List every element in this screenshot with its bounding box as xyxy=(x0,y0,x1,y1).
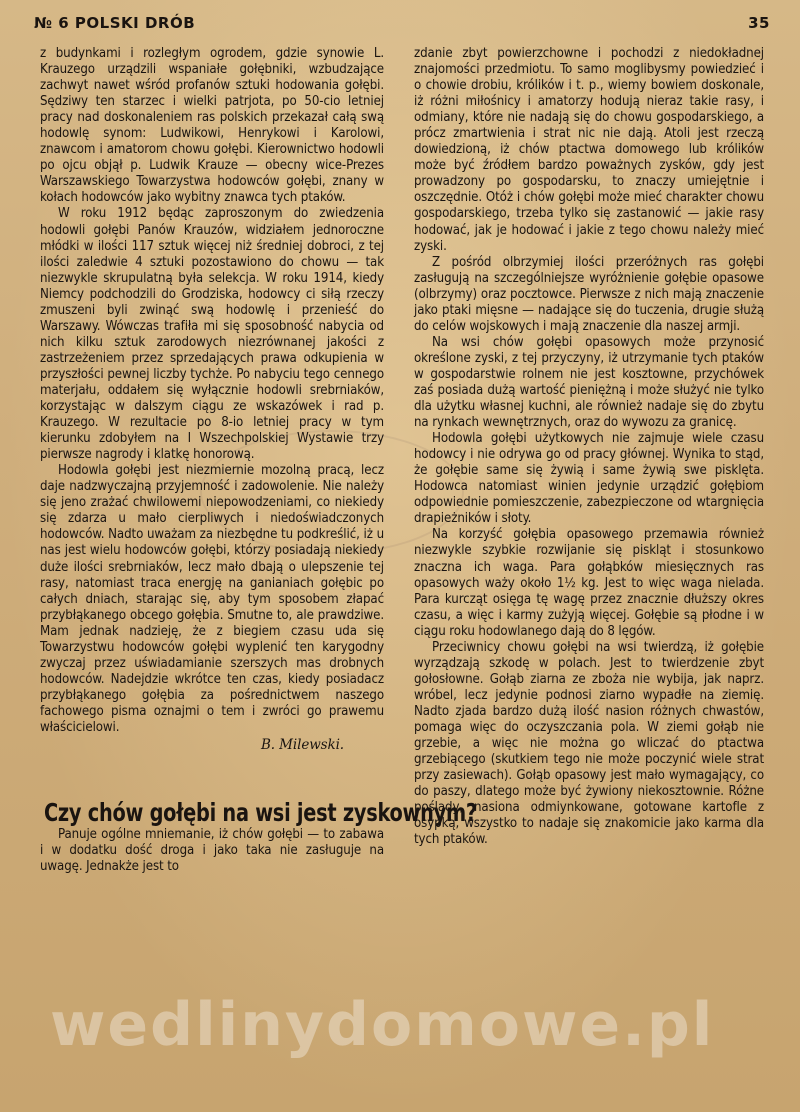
paragraph: z budynkami i rozległym ogrodem, gdzie synowie L. Krauzego urządzili wspaniałe gołębniki, wzbudzające zachwyt nawet wśród profanów sztuki hodowania gołębi. Sędziwy ten starzec i wielki patrjota, po 50-cio letniej pracy nad doskonaleniem ras polskich przekazał całą swą hodowlę synom: Ludwikowi, Henrykowi i Karolowi, znawcom i amatorom chowu gołębi. Kierownictwo hodowli po ojcu objął p. Ludwik Krauze — obecny wice-Prezes Warszawskiego Towarzystwa hodowców gołębi, znany w kołach hodowców jako wybitny znawca tych ptaków. xyxy=(40,46,384,206)
page-number: 35 xyxy=(748,14,770,32)
left-column xyxy=(40,46,477,875)
right-column xyxy=(414,46,764,848)
paragraph: Hodowla gołębi jest niezmiernie mozolną pracą, lecz daje nadzwyczajną przyjemność i zadowolenie. Nie należy się jeno zrażać chwilowemi niepowodzeniami, co niekiedy się zdarza u mało cierpliwych i niedoświadczonych hodowców. Nadto uważam za niezbędne tu podkreślić, iż u nas jest wielu hodowców gołębi, którzy posiadają niekiedy duże ilości srebrniaków, lecz mało dbają o ulepszenie tej rasy, natomiast traca energję na ganianiach gołębic po całych dniach, starając się, aby tym sposobem złapać przybłąkanego obcego gołębia. Smutne to, ale prawdziwe. Mam jednak nadzieję, że z biegiem czasu uda się Towarzystwu hodowców gołębi wyplenić ten karygodny zwyczaj przez uświadamianie szerszych mas drobnych hodowców. Nadejdzie wkrótce ten czas, kiedy posiadacz przybłąkanego gołębia za pośrednictwem naszego fachowego pisma oznajmi o tem i zwróci go prawemu właścicielowi. xyxy=(40,463,384,735)
paragraph: W roku 1912 będąc zaproszonym do zwiedzenia hodowli gołębi Panów Krauzów, widziałem jednoroczne młódki w ilości 117 sztuk więcej niż średniej dobroci, z tej ilości zaledwie 4 sztuki pozostawiono do chowu — tak niezwykle skrupulatną była selekcja. W roku 1914, kiedy Niemcy podchodzili do Grodziska, hodowcy ci siłą rzeczy zmuszeni byli zwinąć swą hodowlę i przenieść do Warszawy. Wówczas trafiła mi się sposobność nabycia od nich kilku sztuk zarodowych niezrównanej jakości z zastrzeżeniem przez sprzedających prawa odkupienia w przyszłości pewnej liczby tychże. Po nabyciu tego cennego materjału, oddałem się wyłącznie hodowli srebrniaków, korzystając w dalszym ciągu ze wskazówek i rad p. Krauzego. W rezultacie po 8-io letniej pracy w tym kierunku zdobyłem na I Wszechpolskiej Wystawie trzy pierwsze nagrody i klatkę honorową. xyxy=(40,206,384,463)
paragraph: Przeciwnicy chowu gołębi na wsi twierdzą, iż gołębie wyrządzają szkodę w polach. Jest to twierdzenie zbyt gołosłowne. Gołąb ziarna ze zboża nie wybija, jak naprz. wróbel, lecz jedynie podnosi ziarno wypadłe na ziemię. Nadto zjada bardzo dużą ilość nasion różnych chwastów, pomaga więc do oczyszczania pola. W ziemi gołąb nie grzebie, a więc nie można go wliczać do ptactwa grzebiącego (skutkiem tego nie może poczynić wiele strat przy zasiewach). Gołąb opasowy jest mało wymagający, co do paszy, dlatego może być żywiony niekosztownie. Różne poślady, nasiona odmiynkowane, gotowane kartofle z osypką, wszystko to nadaje się znakomicie jako karma dla tych ptaków. xyxy=(414,639,764,848)
paragraph: Z pośród olbrzymiej ilości przeróżnych ras gołębi zasługują na szczególniejsze wyróżnienie gołębie opasowe (olbrzymy) oraz pocztowce. Pierwsze z nich mają znaczenie jako ptaki mięsne — nadające się do tuczenia, drugie służą do celów wojskowych i mają znaczenie dla naszej armji. xyxy=(414,254,764,334)
article-title: Czy chów gołębi na wsi jest zyskownym? xyxy=(44,798,477,828)
paragraph: Na wsi chów gołębi opasowych może przynosić określone zyski, z tej przyczyny, iż utrzymanie tych ptaków w gospodarstwie rolnem nie jest kosztowne, przychówek zaś posiada dużą wartość pieniężną i może służyć nie tylko dla użytku własnej kuchni, ale również nadaje się do zbytu na rynkach wewnętrznych, oraz do wywozu za granicę. xyxy=(414,334,764,431)
paragraph: zdanie zbyt powierzchowne i pochodzi z niedokładnej znajomości przedmiotu. To samo moglibysmy powiedzieć i o chowie drobiu, królików i t. p., wiemy bowiem doskonale, iż różni miłośnicy i amatorzy hodują nieraz takie rasy, i odmiany, które nie nadają się do chowu gospodarskiego, a prócz zmartwienia i strat nic nie dają. Atoli jest rzeczą dowiedzioną, iż chów ptactwa domowego lub królików może być źródłem bardzo poważnych zysków, gdy jest prowadzony po gospodarsku, to znaczy umiejętnie i oszczędnie. Otóż i chów gołębi może mieć charakter chowu gospodarskiego, trzeba tylko się zastanowić — jakie rasy hodować, jak je hodować i jakie z tego chowu należy mieć zyski. xyxy=(414,46,764,254)
paragraph: Na korzyść gołębia opasowego przemawia również niezwykle szybkie rozwijanie się piskląt i stosunkowo znaczna ich waga. Para gołąbków miesięcznych ras opasowych waży około 1½ kg. Jest to więc waga nielada. Para kurcząt osięga tę wagę przez znacznie dłuższy okres czasu, a więc i karmy zużyją więcej. Gołębie są płodne i w ciągu roku hodowlanego dają do 8 lęgów. xyxy=(414,527,764,639)
site-watermark: wedlinydomowe.pl xyxy=(50,990,715,1060)
page-header xyxy=(34,6,770,36)
article-intro: Panuje ogólne mniemanie, iż chów gołębi — to zabawa i w dodatku dość droga i jako taka nie zasługuje na uwagę. Jednakże jest to xyxy=(40,827,384,875)
header-issue-title: № 6 POLSKI DRÓB xyxy=(34,14,196,32)
author-signature: B. Milewski. xyxy=(260,737,344,754)
paragraph: Hodowla gołębi użytkowych nie zajmuje wiele czasu hodowcy i nie odrywa go od pracy głównej. Wynika to stąd, że gołębie same się żywią i same żywią swe pisklęta. Hodowca natomiast winien jedynie urządzić gołębiom odpowiednie pomieszczenie, zabezpieczone od wtargnięcia drapieżników i słoty. xyxy=(414,431,764,527)
